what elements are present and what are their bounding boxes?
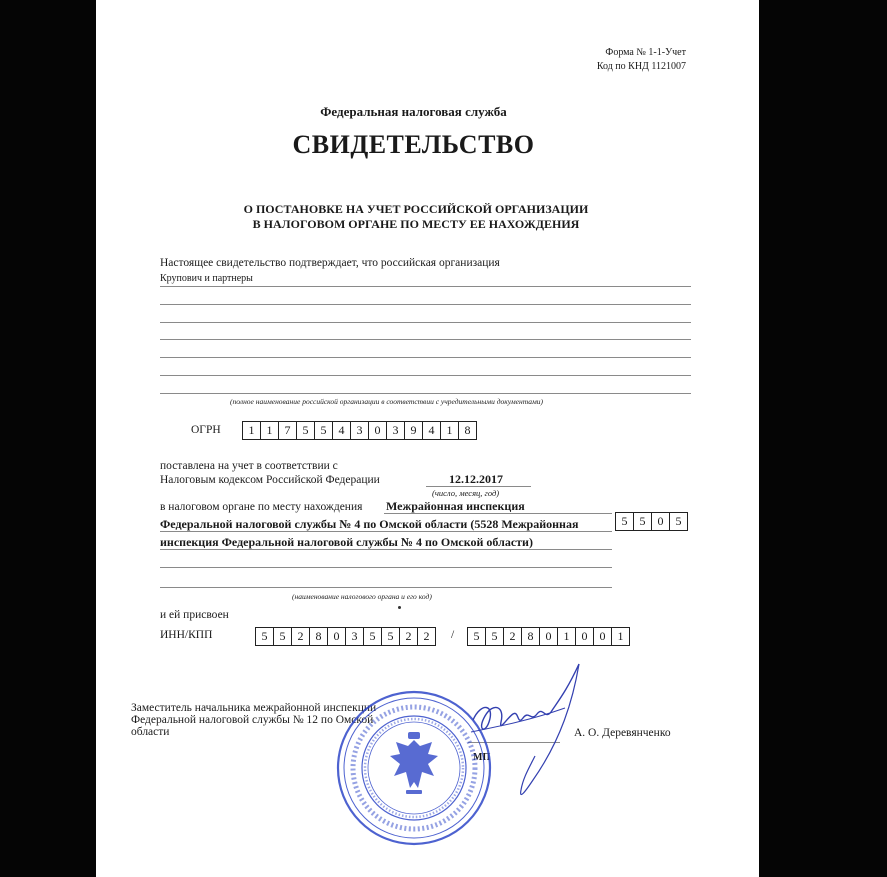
- org-name-line: [160, 393, 691, 394]
- subtitle-line-2: В НАЛОГОВОМ ОРГАНЕ ПО МЕСТУ ЕЕ НАХОЖДЕНИЯ: [252, 217, 580, 231]
- digit-box: 5: [296, 422, 314, 439]
- digit-box: 5: [381, 628, 399, 645]
- tax-office-line: [160, 531, 612, 532]
- org-name-line: [160, 339, 691, 340]
- date-line: [426, 486, 531, 487]
- registration-line-3: в налоговом органе по месту нахождения: [160, 501, 363, 513]
- org-name-line: [160, 357, 691, 358]
- digit-box: 2: [417, 628, 435, 645]
- inn-kpp-separator: /: [451, 629, 455, 641]
- digit-box: 4: [332, 422, 350, 439]
- mp-label: МП: [473, 752, 491, 763]
- digit-box: 8: [458, 422, 476, 439]
- digit-box: 5: [273, 628, 291, 645]
- digit-box: 0: [575, 628, 593, 645]
- ink-dot: [398, 606, 401, 609]
- signatory-position-2: Федеральной налоговой службы № 12 по Омской: [131, 714, 374, 726]
- org-name-line: [160, 322, 691, 323]
- assigned-label: и ей присвоен: [160, 609, 229, 621]
- digit-box: 3: [350, 422, 368, 439]
- digit-box: 0: [327, 628, 345, 645]
- digit-box: 5: [485, 628, 503, 645]
- date-caption: (число, месяц, год): [432, 488, 500, 498]
- signatory-name: А. О. Деревянченко: [574, 727, 671, 739]
- tax-office-code-boxes: [615, 512, 688, 531]
- signatory-position-3: области: [131, 726, 170, 738]
- digit-box: 0: [368, 422, 386, 439]
- organization-name: Крупович и партнеры: [160, 273, 253, 284]
- org-name-line: [160, 375, 691, 376]
- digit-box: 5: [261, 629, 268, 643]
- document-title: СВИДЕТЕЛЬСТВО: [292, 130, 535, 159]
- digit-box: 1: [611, 628, 629, 645]
- org-name-line: [160, 286, 691, 287]
- digit-box: 5: [314, 422, 332, 439]
- digit-box: 1: [557, 628, 575, 645]
- digit-box: 9: [404, 422, 422, 439]
- digit-box: 1: [440, 422, 458, 439]
- digit-box: 3: [345, 628, 363, 645]
- org-name-line: [160, 304, 691, 305]
- intro-text: Настоящее свидетельство подтверждает, что российская организация: [160, 257, 500, 269]
- tax-office-line: [160, 549, 612, 550]
- org-name-caption: (полное наименование российской организации в соответствии с учредительными документами): [230, 397, 544, 406]
- registration-line-1: поставлена на учет в соответствии с: [160, 460, 338, 472]
- inn-kpp-label: ИНН/КПП: [160, 629, 213, 641]
- digit-box: 4: [422, 422, 440, 439]
- kpp-boxes: [467, 627, 630, 646]
- digit-box: 2: [503, 628, 521, 645]
- digit-box: 3: [386, 422, 404, 439]
- tax-office-caption: (наименование налогового органа и его код): [292, 592, 432, 601]
- digit-box: 5: [473, 629, 480, 643]
- knd-code: Код по КНД 1121007: [596, 61, 686, 72]
- digit-box: 8: [309, 628, 327, 645]
- digit-box: 0: [539, 628, 557, 645]
- digit-box: 1: [260, 422, 278, 439]
- digit-box: 2: [291, 628, 309, 645]
- registration-date: 12.12.2017: [449, 472, 503, 486]
- ogrn-label: ОГРН: [191, 424, 221, 436]
- digit-box: 0: [651, 513, 669, 530]
- tax-office-line: [160, 587, 612, 588]
- tax-office-name-2: Федеральной налоговой службы № 4 по Омской области (5528 Межрайонная: [160, 517, 579, 531]
- tax-office-name-3: инспекция Федеральной налоговой службы № 4 по Омской области): [160, 535, 533, 549]
- digit-box: 7: [278, 422, 296, 439]
- ogrn-boxes: [242, 421, 477, 440]
- digit-box: 5: [633, 513, 651, 530]
- tax-office-line: [160, 567, 612, 568]
- digit-box: 2: [399, 628, 417, 645]
- digit-box: 5: [363, 628, 381, 645]
- digit-box: 1: [248, 423, 255, 437]
- signatory-position-1: Заместитель начальника межрайонной инспекции: [131, 702, 377, 714]
- tax-office-name-1: Межрайонная инспекция: [386, 499, 525, 513]
- digit-box: 5: [621, 514, 628, 528]
- signature-mark: [461, 660, 591, 805]
- subtitle-line-1: О ПОСТАНОВКЕ НА УЧЕТ РОССИЙСКОЙ ОРГАНИЗАЦИИ: [243, 202, 589, 216]
- form-number: Форма № 1-1-Учет: [605, 47, 686, 58]
- digit-box: 0: [593, 628, 611, 645]
- digit-box: 5: [669, 513, 687, 530]
- certificate-page: [96, 0, 759, 877]
- inn-boxes: [255, 627, 436, 646]
- agency-name: Федеральная налоговая служба: [320, 104, 507, 119]
- digit-box: 8: [521, 628, 539, 645]
- registration-line-2: Налоговым кодексом Российской Федерации: [160, 474, 380, 486]
- tax-office-line: [384, 513, 612, 514]
